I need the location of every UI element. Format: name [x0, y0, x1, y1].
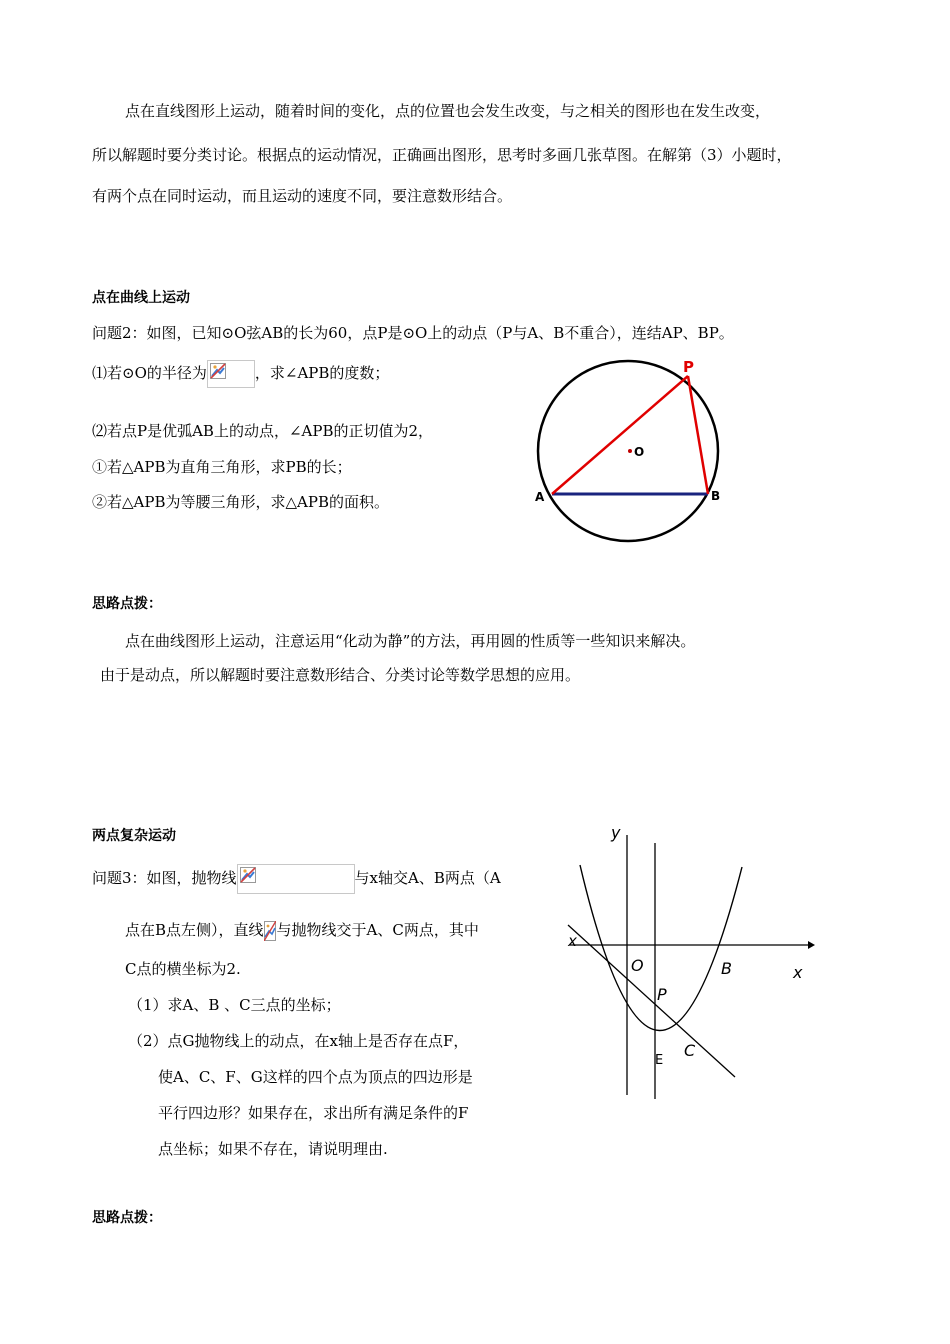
label-b: B [721, 959, 732, 978]
problem3-line-2 [125, 920, 479, 942]
problem2-q2a: ①若△APB为直角三角形，求PB的长； [92, 458, 352, 476]
section2-heading: 点在曲线上运动 [92, 290, 190, 306]
q1-after: ，求∠APB的度数； [254, 364, 390, 382]
problem2-text: 问题2：如图，已知⊙O弦AB的长为60，点P是⊙O上的动点（P与A、B不重合），连结AP、BP。 [92, 324, 734, 342]
hint3-heading: 思路点拨： [92, 1210, 162, 1226]
line2-before: 点在B点左侧），直线 [125, 921, 264, 939]
radius-formula-image [207, 360, 255, 388]
label-x-left: x [568, 932, 577, 950]
label-y: y [611, 823, 621, 842]
label-x-axis: x [793, 963, 803, 982]
q1-before: ⑴若⊙O的半径为 [92, 364, 207, 382]
line2-after: 与抛物线交于A、C两点，其中 [276, 921, 479, 939]
label-o: O [634, 445, 645, 459]
label-e: E [655, 1053, 664, 1068]
line-ac [568, 925, 735, 1077]
label-p: P [657, 985, 667, 1004]
label-p: P [683, 358, 694, 376]
broken-image-icon [264, 921, 276, 941]
problem3-q2-line-4: 点坐标；如果不存在，请说明理由. [158, 1140, 388, 1158]
section3-heading: 两点复杂运动 [92, 828, 176, 844]
label-c: C [684, 1041, 696, 1060]
problem3-after: 与x轴交A、B两点（A [354, 869, 501, 887]
broken-image-icon [210, 363, 226, 379]
problem3-q1: （1）求A、B 、C三点的坐标； [128, 996, 341, 1014]
problem3-line-3: C点的横坐标为2. [125, 960, 241, 978]
intro-line-3: 有两个点在同时运动，而且运动的速度不同，要注意数形结合。 [92, 187, 513, 205]
label-a: A [535, 490, 545, 504]
hint2-line-2: 由于是动点，所以解题时要注意数形结合、分类讨论等数学思想的应用。 [100, 666, 581, 684]
problem3-before: 问题3：如图，抛物线 [92, 869, 237, 887]
problem2-q2b: ②若△APB为等腰三角形，求△APB的面积。 [92, 493, 389, 511]
problem3-q2-line-3: 平行四边形？如果存在，求出所有满足条件的F [158, 1104, 469, 1122]
problem3-q2-line-1: （2）点G抛物线上的动点，在x轴上是否存在点F， [128, 1032, 469, 1050]
x-axis-arrow [808, 941, 815, 949]
intro-line-1: 点在直线图形上运动，随着时间的变化，点的位置也会发生改变，与之相关的图形也在发生改变， [125, 102, 771, 120]
problem3-line-1 [92, 864, 501, 894]
circle-figure [525, 350, 740, 550]
problem2-q2: ⑵若点P是优弧AB上的动点，∠APB的正切值为2， [92, 422, 434, 440]
broken-image-icon [240, 867, 256, 883]
problem2-q1 [92, 360, 389, 388]
segment-ap [552, 376, 688, 494]
intro-line-2: 所以解题时要分类讨论。根据点的运动情况，正确画出图形，思考时多画几张草图。在解第（3）小题时， [92, 146, 792, 164]
label-o: O [631, 956, 644, 975]
center-dot [628, 449, 632, 453]
parabola-formula-image [237, 864, 355, 894]
label-b: B [711, 489, 721, 503]
line-formula-image [264, 920, 277, 942]
problem3-q2-line-2: 使A、C、F、G这样的四个点为顶点的四边形是 [158, 1068, 473, 1086]
parabola-figure [560, 815, 820, 1105]
parabola-curve [580, 865, 742, 1031]
hint2-heading: 思路点拨： [92, 596, 162, 612]
hint2-line-1: 点在曲线图形上运动，注意运用“化动为静”的方法，再用圆的性质等一些知识来解决。 [125, 632, 696, 650]
